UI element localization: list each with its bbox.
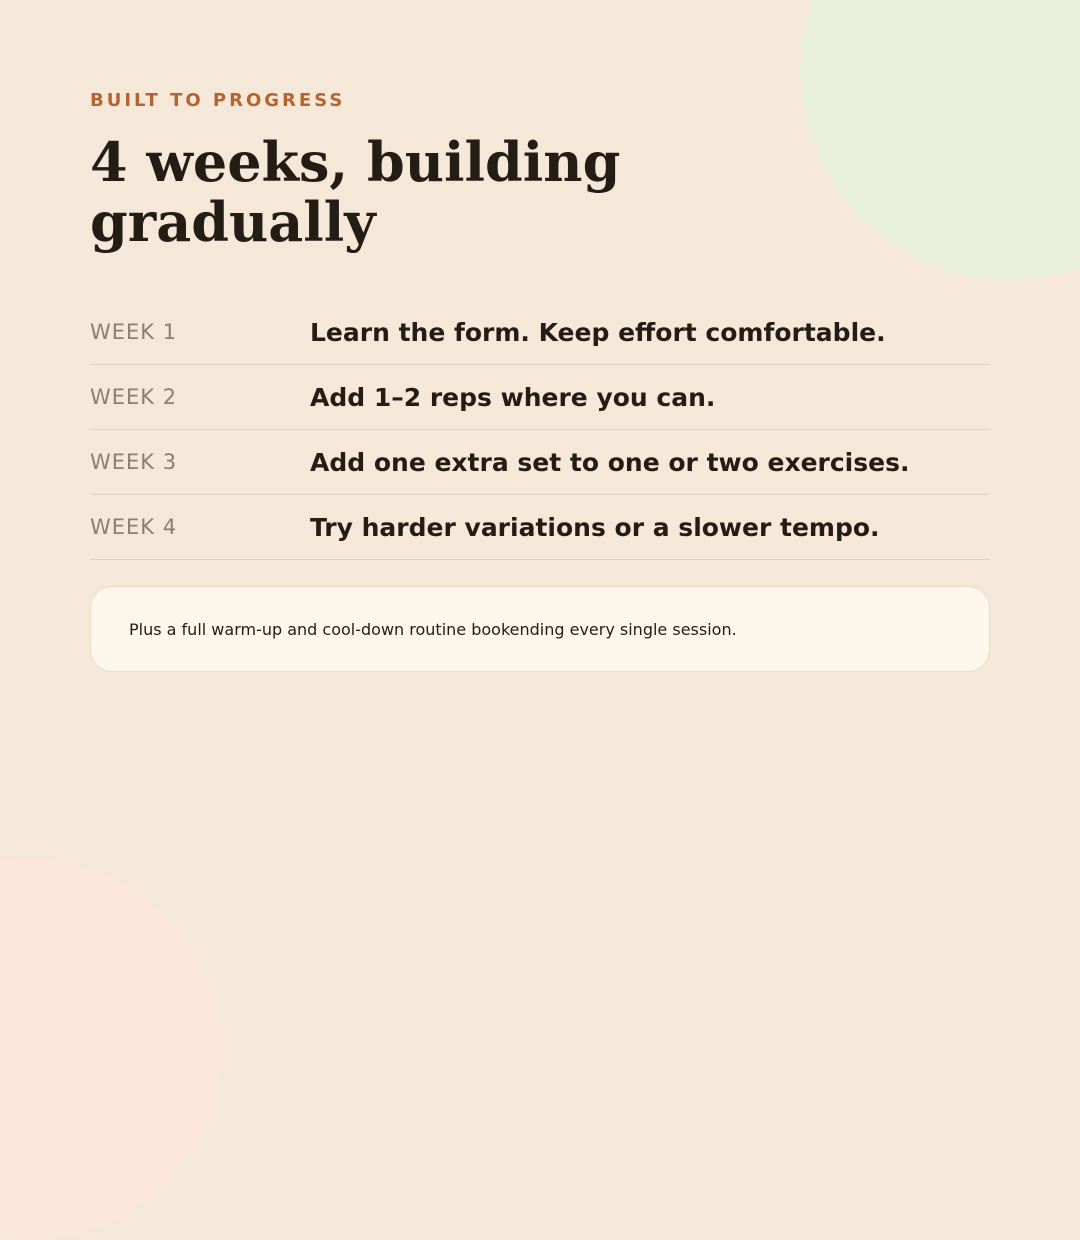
week-list — [90, 300, 990, 560]
progression-panel — [90, 90, 990, 672]
note-card — [90, 586, 990, 672]
week-description: Try harder variations or a slower tempo. — [310, 512, 880, 542]
eyebrow-label: BUILT TO PROGRESS — [90, 90, 346, 111]
week-label: WEEK 2 — [90, 385, 178, 409]
week-label: WEEK 3 — [90, 450, 178, 474]
week-row-2 — [90, 365, 990, 430]
decorative-circle-bottom-left — [0, 860, 220, 1240]
week-label: WEEK 4 — [90, 515, 178, 539]
week-description: Learn the form. Keep effort comfortable. — [310, 317, 886, 347]
note-text: Plus a full warm-up and cool-down routine bookending every single session. — [129, 619, 737, 639]
week-row-4 — [90, 495, 990, 560]
week-row-3 — [90, 430, 990, 495]
week-row-1 — [90, 300, 990, 365]
week-description: Add one extra set to one or two exercises. — [310, 447, 910, 477]
week-label: WEEK 1 — [90, 320, 178, 344]
page-title: 4 weeks, building gradually — [90, 130, 621, 254]
week-description: Add 1–2 reps where you can. — [310, 382, 716, 412]
